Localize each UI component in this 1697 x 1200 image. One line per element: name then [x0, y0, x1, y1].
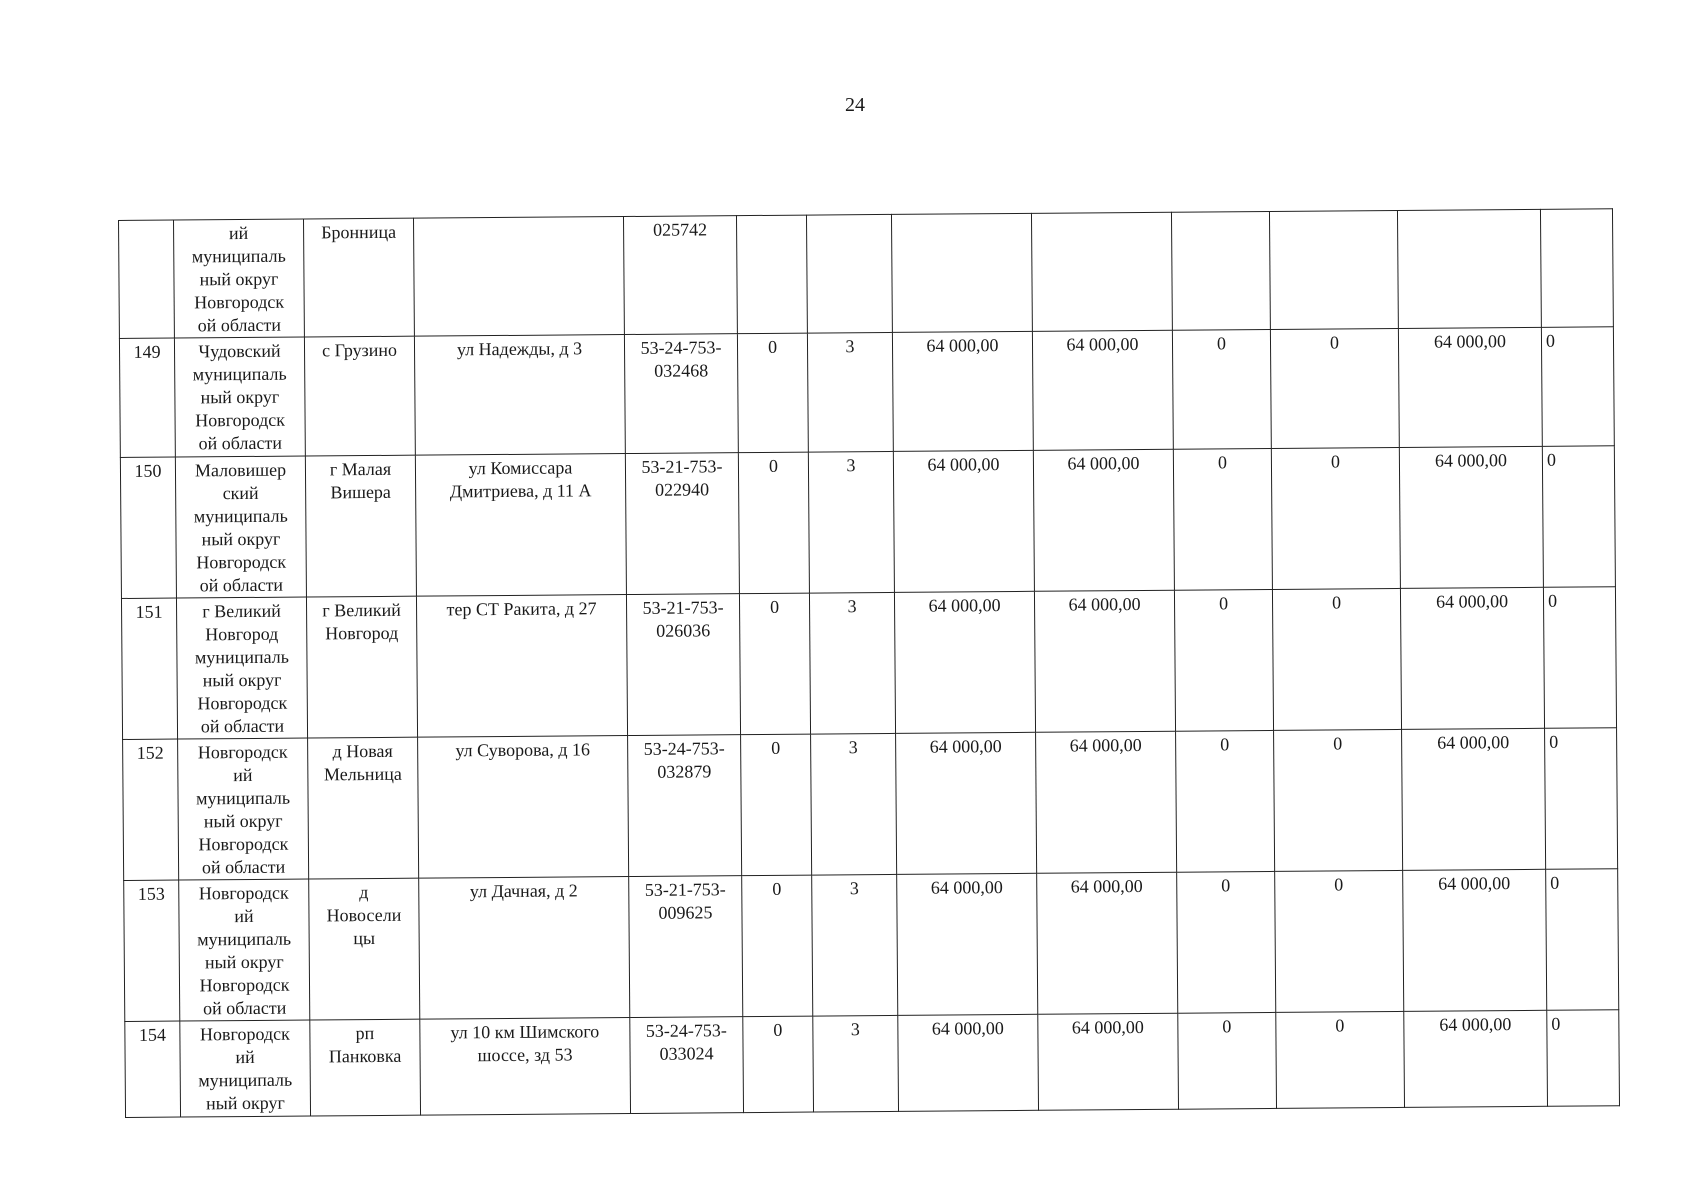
code-cell: 53-21-753- 022940	[625, 453, 739, 595]
address-cell: тер СТ Ракита, д 27	[416, 595, 627, 738]
settlement-cell: рп Панковка	[310, 1019, 421, 1116]
code-cell: 025742	[623, 216, 737, 335]
value-cell: 0	[742, 875, 813, 1017]
value-cell: 3	[808, 451, 894, 593]
amount-cell: 64 000,00	[1403, 869, 1547, 1011]
value-cell: 0	[1547, 1010, 1620, 1107]
address-cell: ул Суворова, д 16	[418, 736, 629, 879]
value-cell: 0	[1546, 869, 1619, 1011]
value-cell: 0	[737, 333, 808, 453]
district-cell: Новгородск ий муниципаль ный округ Новгородск ой области	[179, 879, 310, 1021]
code-cell: 53-21-753- 026036	[626, 594, 740, 736]
amount-cell: 64 000,00	[1033, 449, 1174, 591]
value-cell: 0	[1176, 730, 1275, 872]
code-cell: 53-21-753- 009625	[629, 876, 743, 1018]
amount-cell: 64 000,00	[892, 331, 1033, 451]
value-cell: 3	[812, 874, 898, 1016]
table-container	[118, 208, 1620, 1118]
value-cell	[1540, 209, 1613, 328]
amount-cell: 64 000,00	[896, 732, 1037, 874]
page-number: 24	[845, 94, 865, 116]
value-cell	[1171, 211, 1270, 330]
amount-cell: 64 000,00	[1400, 587, 1544, 729]
value-cell	[1269, 210, 1398, 329]
code-cell: 53-24-753- 032879	[628, 735, 742, 877]
value-cell: 0	[1172, 329, 1271, 449]
value-cell: 3	[807, 332, 893, 452]
table-row	[125, 1010, 1620, 1118]
settlement-cell: Бронница	[303, 218, 414, 337]
amount-cell: 64 000,00	[1037, 872, 1178, 1014]
amount-cell: 64 000,00	[897, 873, 1038, 1015]
amount-cell: 64 000,00	[893, 450, 1034, 592]
value-cell	[806, 214, 892, 333]
settlement-cell: г Великий Новгород	[306, 596, 417, 738]
value-cell: 0	[1543, 587, 1616, 729]
amount-cell: 64 000,00	[898, 1014, 1039, 1111]
district-cell: Маловишер ский муниципаль ный округ Новгородск ой области	[175, 456, 306, 598]
district-cell: г Великий Новгород муниципаль ный округ Новгородск ой области	[176, 597, 307, 739]
value-cell: 0	[743, 1016, 814, 1113]
value-cell: 0	[741, 734, 812, 876]
value-cell: 0	[1174, 589, 1273, 731]
data-table	[118, 208, 1620, 1118]
amount-cell: 64 000,00	[1398, 327, 1542, 447]
settlement-cell: г Малая Вишера	[305, 455, 416, 597]
amount-cell: 64 000,00	[1402, 728, 1546, 870]
amount-cell	[891, 213, 1032, 332]
value-cell: 0	[1274, 729, 1403, 871]
table-row	[124, 869, 1619, 1022]
district-cell: ий муниципаль ный округ Новгородск ой области	[174, 219, 305, 338]
settlement-cell: д Новосели цы	[309, 878, 420, 1020]
value-cell: 0	[1542, 446, 1615, 588]
district-cell: Новгородск ий муниципаль ный округ	[180, 1020, 311, 1117]
table-row	[123, 728, 1618, 881]
row-number-cell: 154	[125, 1021, 181, 1117]
value-cell: 0	[1541, 327, 1614, 447]
amount-cell: 64 000,00	[1399, 446, 1543, 588]
settlement-cell: д Новая Мельница	[308, 737, 419, 879]
value-cell: 0	[1173, 448, 1272, 590]
value-cell	[736, 215, 807, 334]
value-cell: 0	[1270, 328, 1399, 448]
value-cell: 0	[1177, 871, 1276, 1013]
row-number-cell: 153	[124, 880, 180, 1021]
row-number-cell: 149	[119, 338, 175, 457]
value-cell: 0	[738, 452, 809, 594]
value-cell: 0	[739, 593, 810, 735]
table-row	[119, 209, 1614, 339]
amount-cell: 64 000,00	[1404, 1010, 1548, 1107]
table-row	[121, 587, 1616, 740]
address-cell: ул Надежды, д 3	[414, 335, 625, 456]
district-cell: Новгородск ий муниципаль ный округ Новгородск ой области	[178, 738, 309, 880]
amount-cell	[1397, 209, 1541, 328]
value-cell: 0	[1545, 728, 1618, 870]
address-cell: ул 10 км Шимского шоссе, зд 53	[420, 1018, 631, 1116]
value-cell: 0	[1275, 870, 1404, 1012]
amount-cell: 64 000,00	[1036, 731, 1177, 873]
amount-cell	[1031, 212, 1172, 331]
amount-cell: 64 000,00	[894, 591, 1035, 733]
amount-cell: 64 000,00	[1038, 1013, 1179, 1110]
code-cell: 53-24-753- 032468	[624, 334, 738, 454]
code-cell: 53-24-753- 033024	[630, 1017, 744, 1114]
amount-cell: 64 000,00	[1034, 590, 1175, 732]
district-cell: Чудовский муниципаль ный округ Новгородск ой области	[174, 337, 305, 457]
address-cell	[413, 217, 624, 337]
table-row	[120, 446, 1615, 599]
value-cell: 3	[813, 1015, 899, 1112]
row-number-cell	[119, 220, 175, 338]
address-cell: ул Комиссара Дмитриева, д 11 А	[415, 454, 626, 597]
amount-cell: 64 000,00	[1032, 330, 1173, 450]
value-cell: 0	[1178, 1012, 1277, 1109]
value-cell: 0	[1272, 588, 1401, 730]
row-number-cell: 150	[120, 457, 176, 598]
value-cell: 3	[809, 592, 895, 734]
value-cell: 0	[1271, 447, 1400, 589]
row-number-cell: 151	[121, 598, 177, 739]
settlement-cell: с Грузино	[304, 336, 415, 456]
table-row	[119, 327, 1614, 458]
table-body	[119, 209, 1620, 1118]
row-number-cell: 152	[123, 739, 179, 880]
value-cell: 3	[811, 733, 897, 875]
address-cell: ул Дачная, д 2	[419, 877, 630, 1020]
value-cell: 0	[1276, 1011, 1405, 1108]
